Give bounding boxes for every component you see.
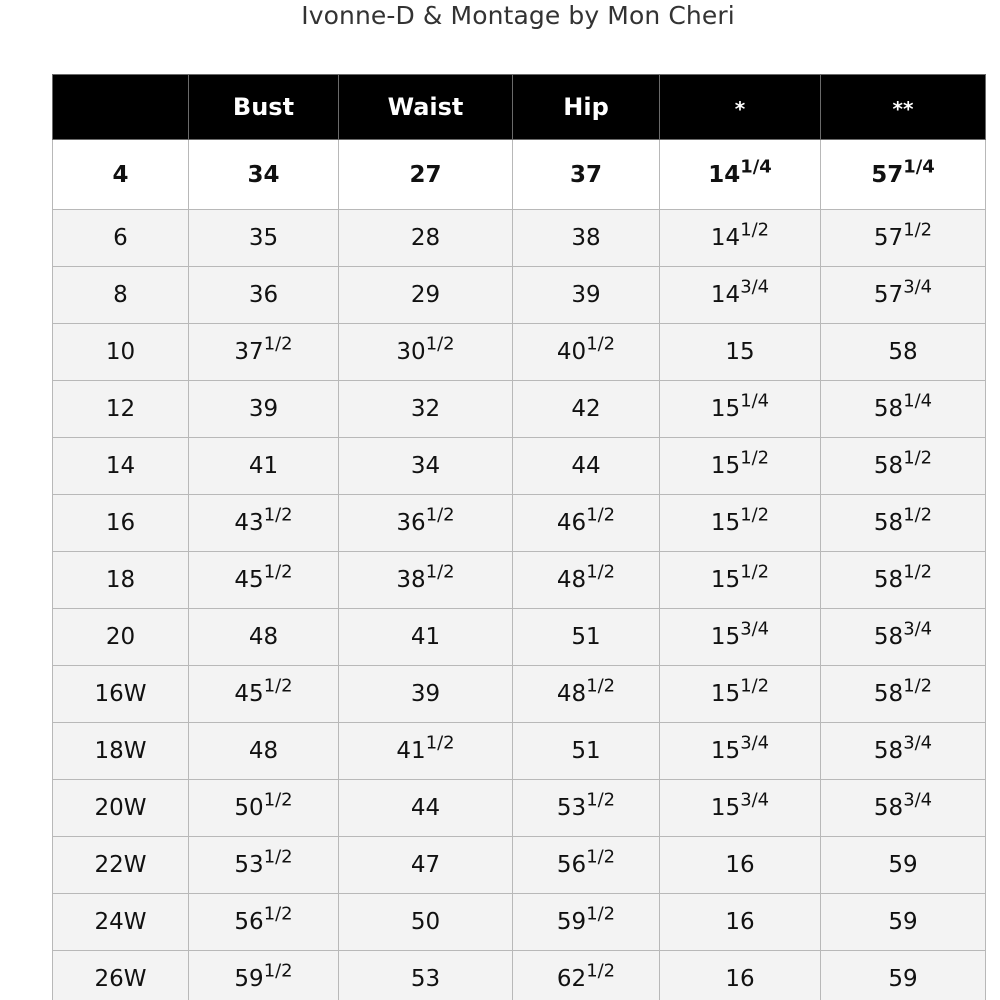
cell-value: 34 — [247, 161, 280, 188]
cell-hip — [513, 495, 660, 552]
cell-fraction: 1/2 — [263, 561, 293, 583]
cell-size — [53, 894, 189, 951]
cell-value: 44 — [571, 453, 601, 479]
cell-hip — [513, 666, 660, 723]
cell-value: 14 — [708, 161, 741, 188]
cell-hip — [513, 894, 660, 951]
cell-value: 58 — [888, 339, 918, 365]
table-row — [53, 324, 986, 381]
cell-value: 58 — [873, 795, 904, 821]
cell-waist — [339, 267, 513, 324]
cell-fraction: 3/4 — [740, 789, 770, 811]
cell-size — [53, 552, 189, 609]
cell-value: 4 — [112, 161, 129, 188]
cell-value: 58 — [873, 738, 904, 764]
cell-value: 14 — [710, 225, 741, 251]
cell-value: 40 — [556, 339, 587, 365]
cell-fraction: 3/4 — [740, 276, 770, 298]
cell-bust — [189, 780, 339, 837]
cell-value: 59 — [234, 966, 264, 992]
cell-double-star — [821, 666, 986, 723]
cell-star — [660, 780, 821, 837]
cell-fraction: 1/2 — [425, 504, 455, 526]
cell-value: 32 — [410, 396, 441, 422]
cell-fraction: 1/2 — [740, 561, 770, 583]
cell-bust — [189, 951, 339, 1000]
header-hip: Hip — [513, 75, 660, 140]
cell-fraction: 1/2 — [740, 447, 770, 469]
cell-bust — [189, 381, 339, 438]
cell-value: 27 — [409, 161, 442, 188]
cell-value: 56 — [556, 852, 587, 878]
cell-value: 15 — [725, 339, 755, 365]
cell-waist — [339, 381, 513, 438]
cell-value: 39 — [571, 282, 601, 308]
cell-value: 30 — [396, 339, 426, 365]
cell-value: 26W — [94, 966, 147, 992]
cell-size — [53, 324, 189, 381]
cell-value: 59 — [556, 909, 587, 935]
cell-waist — [339, 723, 513, 780]
cell-value: 56 — [234, 909, 264, 935]
table-row — [53, 780, 986, 837]
cell-value: 24W — [94, 909, 147, 935]
cell-star — [660, 552, 821, 609]
cell-size — [53, 837, 189, 894]
cell-waist — [339, 894, 513, 951]
cell-value: 29 — [410, 282, 441, 308]
cell-star — [660, 324, 821, 381]
cell-fraction: 1/2 — [740, 504, 770, 526]
cell-double-star — [821, 894, 986, 951]
cell-fraction: 1/2 — [586, 846, 616, 868]
cell-value: 16 — [725, 852, 755, 878]
cell-fraction: 1/2 — [425, 732, 455, 754]
cell-bust — [189, 210, 339, 267]
cell-value: 6 — [113, 225, 128, 251]
cell-waist — [339, 837, 513, 894]
cell-value: 41 — [248, 453, 279, 479]
cell-bust — [189, 267, 339, 324]
cell-fraction: 3/4 — [903, 789, 933, 811]
cell-fraction: 1/2 — [586, 561, 616, 583]
cell-bust — [189, 438, 339, 495]
cell-value: 41 — [396, 738, 426, 764]
cell-hip — [513, 381, 660, 438]
table-row — [53, 609, 986, 666]
cell-fraction: 1/2 — [903, 447, 933, 469]
cell-size — [53, 780, 189, 837]
header-bust: Bust — [189, 75, 339, 140]
cell-value: 38 — [396, 567, 426, 593]
cell-value: 53 — [234, 852, 264, 878]
cell-value: 14 — [105, 453, 136, 479]
cell-value: 59 — [888, 966, 918, 992]
cell-value: 50 — [234, 795, 264, 821]
cell-fraction: 1/2 — [586, 675, 616, 697]
cell-bust — [189, 609, 339, 666]
cell-fraction: 1/2 — [903, 219, 933, 241]
cell-star — [660, 210, 821, 267]
cell-star — [660, 609, 821, 666]
page-title: Ivonne-D & Montage by Mon Cheri — [301, 1, 735, 30]
cell-fraction: 1/2 — [425, 561, 455, 583]
table-row — [53, 552, 986, 609]
cell-value: 48 — [248, 738, 279, 764]
cell-value: 57 — [873, 225, 904, 251]
cell-bust — [189, 837, 339, 894]
cell-star — [660, 381, 821, 438]
cell-waist — [339, 609, 513, 666]
cell-fraction: 3/4 — [903, 618, 933, 640]
header-star: * — [660, 75, 821, 140]
cell-value: 59 — [888, 852, 918, 878]
cell-fraction: 1/2 — [586, 789, 616, 811]
cell-fraction: 1/2 — [586, 903, 616, 925]
cell-fraction: 1/2 — [263, 903, 293, 925]
cell-value: 62 — [556, 966, 587, 992]
cell-size — [53, 723, 189, 780]
cell-value: 58 — [873, 624, 904, 650]
cell-fraction: 1/2 — [263, 675, 293, 697]
table-row — [53, 894, 986, 951]
cell-value: 15 — [710, 567, 741, 593]
cell-value: 12 — [105, 396, 136, 422]
cell-value: 46 — [556, 510, 587, 536]
cell-star — [660, 723, 821, 780]
cell-waist — [339, 780, 513, 837]
table-row — [53, 666, 986, 723]
cell-fraction: 1/2 — [586, 333, 616, 355]
cell-waist — [339, 951, 513, 1000]
cell-fraction: 1/2 — [586, 960, 616, 982]
cell-value: 15 — [710, 795, 741, 821]
cell-fraction: 1/2 — [263, 960, 293, 982]
cell-bust — [189, 894, 339, 951]
cell-value: 48 — [556, 567, 587, 593]
table-row — [53, 837, 986, 894]
cell-double-star — [821, 140, 986, 210]
cell-size — [53, 267, 189, 324]
cell-size — [53, 381, 189, 438]
cell-size — [53, 495, 189, 552]
table-row — [53, 381, 986, 438]
cell-value: 45 — [234, 567, 264, 593]
table-row — [53, 267, 986, 324]
cell-fraction: 1/2 — [263, 846, 293, 868]
cell-hip — [513, 951, 660, 1000]
cell-fraction: 1/4 — [740, 156, 772, 178]
cell-fraction: 3/4 — [740, 732, 770, 754]
cell-star — [660, 438, 821, 495]
cell-value: 58 — [873, 510, 904, 536]
cell-value: 39 — [410, 681, 441, 707]
cell-value: 15 — [710, 510, 741, 536]
cell-hip — [513, 609, 660, 666]
cell-fraction: 3/4 — [903, 732, 933, 754]
cell-fraction: 1/2 — [263, 333, 293, 355]
cell-value: 48 — [248, 624, 279, 650]
cell-value: 35 — [248, 225, 279, 251]
cell-value: 15 — [710, 738, 741, 764]
cell-value: 16 — [105, 510, 136, 536]
cell-double-star — [821, 552, 986, 609]
cell-double-star — [821, 267, 986, 324]
cell-value: 15 — [710, 453, 741, 479]
cell-star — [660, 267, 821, 324]
cell-value: 20 — [105, 624, 136, 650]
table-row — [53, 210, 986, 267]
cell-hip — [513, 438, 660, 495]
cell-fraction: 1/4 — [903, 156, 935, 178]
cell-value: 38 — [571, 225, 601, 251]
cell-fraction: 1/2 — [586, 504, 616, 526]
cell-double-star — [821, 495, 986, 552]
cell-fraction: 1/4 — [740, 390, 770, 412]
cell-bust — [189, 552, 339, 609]
cell-value: 8 — [113, 282, 128, 308]
cell-fraction: 1/2 — [263, 504, 293, 526]
cell-value: 42 — [571, 396, 601, 422]
cell-value: 37 — [234, 339, 264, 365]
cell-value: 20W — [94, 795, 147, 821]
cell-value: 57 — [871, 161, 904, 188]
cell-fraction: 3/4 — [740, 618, 770, 640]
cell-fraction: 3/4 — [903, 276, 933, 298]
cell-hip — [513, 267, 660, 324]
cell-value: 28 — [410, 225, 441, 251]
cell-value: 43 — [234, 510, 264, 536]
cell-star — [660, 951, 821, 1000]
cell-double-star — [821, 324, 986, 381]
size-chart-table — [52, 74, 986, 1000]
cell-double-star — [821, 210, 986, 267]
cell-value: 41 — [410, 624, 441, 650]
cell-value: 15 — [710, 396, 741, 422]
cell-bust — [189, 723, 339, 780]
cell-fraction: 1/4 — [903, 390, 933, 412]
cell-value: 59 — [888, 909, 918, 935]
cell-value: 36 — [248, 282, 279, 308]
table-row — [53, 495, 986, 552]
cell-bust — [189, 324, 339, 381]
cell-value: 10 — [105, 339, 136, 365]
table-body — [53, 140, 986, 1000]
cell-fraction: 1/2 — [425, 333, 455, 355]
cell-fraction: 1/2 — [903, 675, 933, 697]
cell-value: 48 — [556, 681, 587, 707]
cell-double-star — [821, 837, 986, 894]
cell-waist — [339, 438, 513, 495]
cell-value: 22W — [94, 852, 147, 878]
cell-size — [53, 609, 189, 666]
cell-hip — [513, 837, 660, 894]
cell-value: 58 — [873, 567, 904, 593]
cell-value: 57 — [873, 282, 904, 308]
cell-star — [660, 140, 821, 210]
cell-hip — [513, 723, 660, 780]
cell-value: 45 — [234, 681, 264, 707]
cell-waist — [339, 210, 513, 267]
cell-waist — [339, 552, 513, 609]
cell-fraction: 1/2 — [903, 504, 933, 526]
table-row — [53, 140, 986, 210]
cell-size — [53, 438, 189, 495]
cell-value: 16W — [94, 681, 147, 707]
cell-waist — [339, 324, 513, 381]
cell-fraction: 1/2 — [740, 219, 770, 241]
cell-star — [660, 666, 821, 723]
cell-waist — [339, 495, 513, 552]
cell-bust — [189, 495, 339, 552]
cell-bust — [189, 140, 339, 210]
cell-fraction: 1/2 — [903, 561, 933, 583]
cell-bust — [189, 666, 339, 723]
cell-value: 34 — [410, 453, 441, 479]
cell-size — [53, 666, 189, 723]
cell-value: 53 — [410, 966, 441, 992]
cell-value: 16 — [725, 966, 755, 992]
cell-value: 53 — [556, 795, 587, 821]
cell-star — [660, 837, 821, 894]
table-row — [53, 951, 986, 1000]
cell-value: 44 — [410, 795, 441, 821]
cell-value: 16 — [725, 909, 755, 935]
cell-value: 51 — [571, 738, 601, 764]
cell-value: 37 — [569, 161, 602, 188]
cell-hip — [513, 780, 660, 837]
cell-value: 15 — [710, 681, 741, 707]
cell-value: 47 — [410, 852, 441, 878]
cell-star — [660, 894, 821, 951]
cell-hip — [513, 324, 660, 381]
cell-double-star — [821, 951, 986, 1000]
header-double-star: ** — [821, 75, 986, 140]
cell-value: 51 — [571, 624, 601, 650]
cell-double-star — [821, 609, 986, 666]
table-row — [53, 723, 986, 780]
table-row — [53, 438, 986, 495]
cell-waist — [339, 140, 513, 210]
cell-size — [53, 210, 189, 267]
cell-size — [53, 140, 189, 210]
cell-value: 15 — [710, 624, 741, 650]
cell-value: 39 — [248, 396, 279, 422]
cell-fraction: 1/2 — [263, 789, 293, 811]
cell-value: 18 — [105, 567, 136, 593]
cell-value: 50 — [410, 909, 441, 935]
header-waist: Waist — [339, 75, 513, 140]
header-size — [53, 75, 189, 140]
cell-hip — [513, 552, 660, 609]
cell-star — [660, 495, 821, 552]
cell-size — [53, 951, 189, 1000]
cell-value: 58 — [873, 681, 904, 707]
cell-value: 36 — [396, 510, 426, 536]
cell-value: 58 — [873, 396, 904, 422]
cell-value: 14 — [710, 282, 741, 308]
cell-waist — [339, 666, 513, 723]
cell-double-star — [821, 381, 986, 438]
cell-hip — [513, 210, 660, 267]
cell-value: 18W — [94, 738, 147, 764]
cell-double-star — [821, 780, 986, 837]
table-header-row — [53, 75, 986, 140]
cell-double-star — [821, 723, 986, 780]
cell-value: 58 — [873, 453, 904, 479]
cell-hip — [513, 140, 660, 210]
cell-double-star — [821, 438, 986, 495]
cell-fraction: 1/2 — [740, 675, 770, 697]
